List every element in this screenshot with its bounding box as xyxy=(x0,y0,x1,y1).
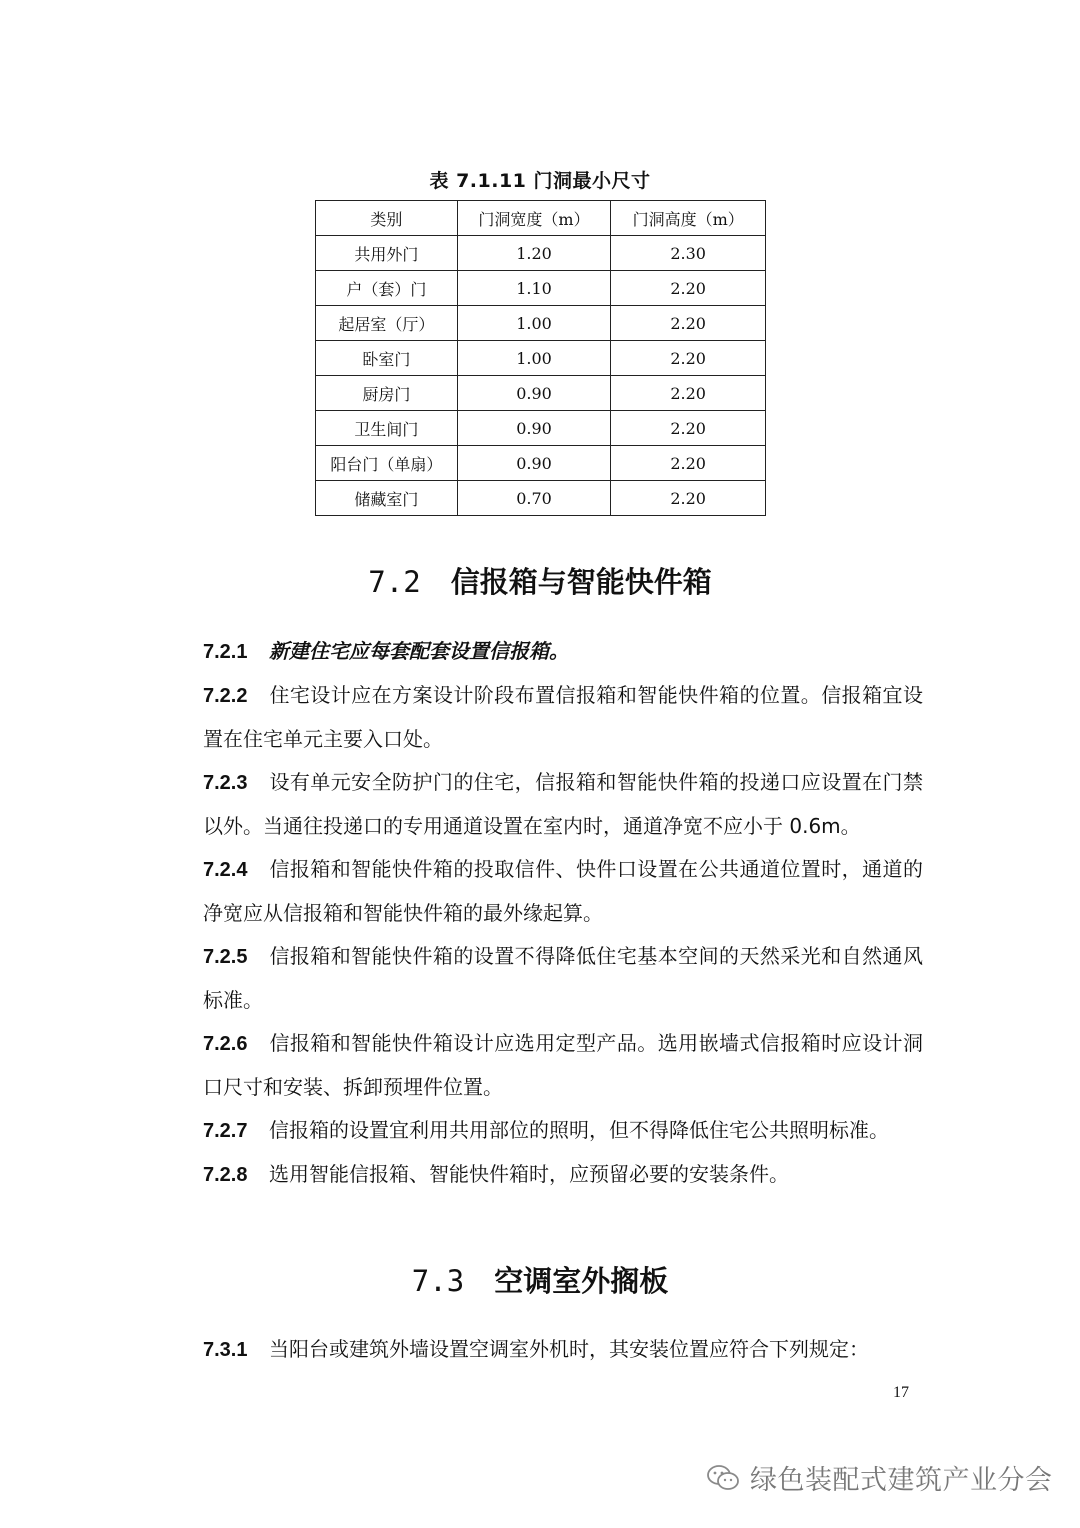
clause-number: 7.2.4 xyxy=(203,859,248,881)
table-cell: 1.20 xyxy=(457,236,611,271)
page-number: 17 xyxy=(893,1384,909,1401)
table-cell: 2.20 xyxy=(611,306,766,341)
section-7-3-clauses xyxy=(203,1328,923,1372)
section-7-2-clauses xyxy=(203,630,923,1197)
column-header: 门洞宽度（m） xyxy=(457,201,611,236)
clause xyxy=(203,848,923,935)
clause xyxy=(203,674,923,761)
table-cell: 0.90 xyxy=(457,446,611,481)
column-header: 类别 xyxy=(316,201,458,236)
watermark-text: 绿色装配式建筑产业分会 xyxy=(750,1465,1053,1496)
table-row xyxy=(316,341,766,376)
clause-number: 7.2.1 xyxy=(203,641,248,663)
table-cell: 户（套）门 xyxy=(316,271,458,306)
clause-text: 信报箱和智能快件箱的投取信件、快件口设置在公共通道位置时，通道的净宽应从信报箱和智能快件箱的最外缘起算。 xyxy=(203,857,923,925)
clause xyxy=(203,1022,923,1109)
table-row xyxy=(316,306,766,341)
section-title: 空调室外搁板 xyxy=(494,1264,669,1298)
table-cell: 2.20 xyxy=(611,376,766,411)
column-header: 门洞高度（m） xyxy=(611,201,766,236)
table-row xyxy=(316,271,766,306)
table-cell: 卫生间门 xyxy=(316,411,458,446)
clause xyxy=(203,630,923,674)
table-cell: 阳台门（单扇） xyxy=(316,446,458,481)
table-title: 表 7.1.11 门洞最小尺寸 xyxy=(429,170,651,192)
clause xyxy=(203,761,923,848)
table-cell: 2.20 xyxy=(611,411,766,446)
clause-text: 信报箱的设置宜利用共用部位的照明，但不得降低住宅公共照明标准。 xyxy=(269,1118,889,1142)
clause-text: 选用智能信报箱、智能快件箱时，应预留必要的安装条件。 xyxy=(269,1162,789,1186)
clause-text: 设有单元安全防护门的住宅，信报箱和智能快件箱的投递口应设置在门禁以外。当通往投递口的专用通道设置在室内时，通道净宽不应小于 0.6m。 xyxy=(203,770,923,838)
clause-text: 新建住宅应每套配套设置信报箱。 xyxy=(269,639,569,663)
table-cell: 1.00 xyxy=(457,306,611,341)
table-cell: 0.90 xyxy=(457,376,611,411)
clause-number: 7.2.7 xyxy=(203,1120,248,1142)
table-header-row xyxy=(316,201,766,236)
table-row xyxy=(316,411,766,446)
clause xyxy=(203,1328,923,1372)
table-cell: 储藏室门 xyxy=(316,481,458,516)
table-cell: 卧室门 xyxy=(316,341,458,376)
table-cell: 2.20 xyxy=(611,271,766,306)
section-heading-7-3 xyxy=(0,1259,1080,1300)
table-row xyxy=(316,236,766,271)
clause-number: 7.3.1 xyxy=(203,1339,248,1361)
section-number: 7.2 xyxy=(368,565,421,599)
clause-number: 7.2.2 xyxy=(203,685,248,707)
table-cell: 厨房门 xyxy=(316,376,458,411)
table-cell: 0.70 xyxy=(457,481,611,516)
clause-number: 7.2.5 xyxy=(203,946,248,968)
clause-text: 信报箱和智能快件箱设计应选用定型产品。选用嵌墙式信报箱时应设计洞口尺寸和安装、拆卸预埋件位置。 xyxy=(203,1031,923,1099)
clause-text: 信报箱和智能快件箱的设置不得降低住宅基本空间的天然采光和自然通风标准。 xyxy=(203,944,923,1012)
door-size-table xyxy=(315,200,766,516)
table-cell: 2.20 xyxy=(611,446,766,481)
clause xyxy=(203,1153,923,1197)
clause-number: 7.2.6 xyxy=(203,1033,248,1055)
table-cell: 起居室（厅） xyxy=(316,306,458,341)
wechat-icon xyxy=(706,1463,740,1493)
table-cell: 0.90 xyxy=(457,411,611,446)
clause-text: 住宅设计应在方案设计阶段布置信报箱和智能快件箱的位置。信报箱宜设置在住宅单元主要入口处。 xyxy=(203,683,923,751)
section-title: 信报箱与智能快件箱 xyxy=(450,565,712,599)
clause-number: 7.2.3 xyxy=(203,772,248,794)
watermark xyxy=(706,1458,1053,1497)
table-cell: 2.20 xyxy=(611,481,766,516)
table-row xyxy=(316,446,766,481)
clause xyxy=(203,1109,923,1153)
table-cell: 2.30 xyxy=(611,236,766,271)
clause-text: 当阳台或建筑外墙设置空调室外机时，其安装位置应符合下列规定： xyxy=(269,1337,869,1361)
section-heading-7-2 xyxy=(0,560,1080,601)
clause-number: 7.2.8 xyxy=(203,1164,248,1186)
table-cell: 1.10 xyxy=(457,271,611,306)
table-cell: 共用外门 xyxy=(316,236,458,271)
table-cell: 1.00 xyxy=(457,341,611,376)
table-row xyxy=(316,376,766,411)
table-cell: 2.20 xyxy=(611,341,766,376)
table-row xyxy=(316,481,766,516)
section-number: 7.3 xyxy=(411,1264,465,1298)
clause xyxy=(203,935,923,1022)
